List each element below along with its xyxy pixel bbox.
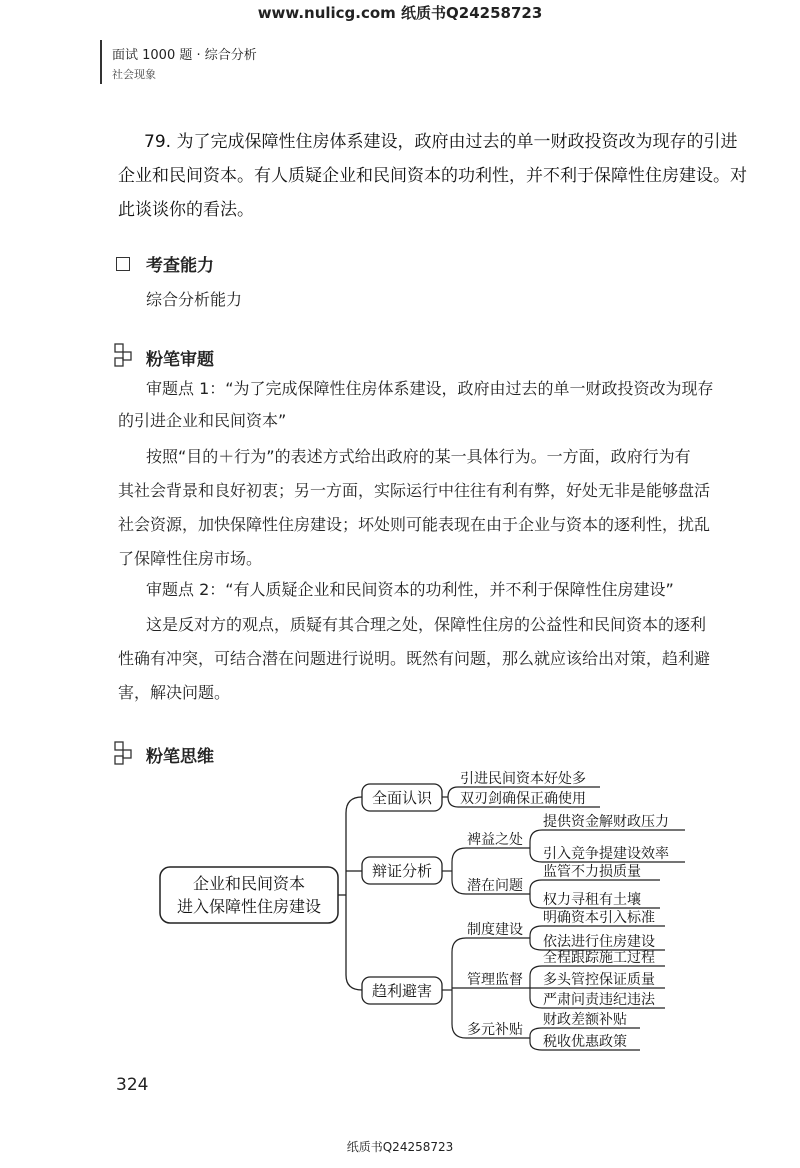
question-line: 此谈谈你的看法。 (118, 200, 254, 220)
review-paragraph2: 害，解决问题。 (118, 683, 231, 702)
bottom-watermark: 纸质书Q24258723 (346, 1140, 454, 1154)
leaf-text: 提供资金解财政压力 (543, 814, 669, 830)
leaf-text: 明确资本引入标准 (543, 910, 655, 926)
leaf-text: 严肃问责违纪违法 (543, 992, 655, 1008)
branch-node (362, 784, 442, 811)
review-paragraph1: 社会资源，加快保障性住房建设；坏处则可能表现在由于企业与资本的逐利性，扰乱 (118, 515, 711, 534)
review-paragraph2: 性确有冲突，可结合潜在问题进行说明。既然有问题，那么就应该给出对策，趋利避 (118, 649, 711, 668)
leaf-text: 引入竞争提建设效率 (543, 846, 669, 862)
question-line: 79. 为了完成保障性住房体系建设，政府由过去的单一财政投资改为现存的引进 (144, 132, 738, 152)
thinking-heading: 粉笔思维 (146, 747, 214, 767)
leaf-text: 监管不力损质量 (543, 864, 641, 880)
book-title: 面试 1000 题 · 综合分析 (112, 48, 257, 63)
review-heading: 粉笔审题 (146, 350, 214, 370)
svg-text:全面认识: 全面认识 (371, 789, 433, 807)
leaf-text: 权力寻租有土壤 (543, 892, 641, 908)
mind-map-root (160, 867, 338, 923)
ability-heading: 考查能力 (146, 256, 214, 276)
chapter-subtitle: 社会现象 (112, 68, 156, 81)
sub-node: 管理监督 (467, 972, 523, 988)
leaf-text: 依法进行住房建设 (543, 934, 655, 950)
review-point1: 的引进企业和民间资本” (118, 411, 287, 430)
review-paragraph2: 这是反对方的观点，质疑有其合理之处，保障性住房的公益性和民间资本的逐利 (146, 615, 707, 634)
review-point1: 审题点 1：“为了完成保障性住房体系建设，政府由过去的单一财政投资改为现存 (146, 379, 714, 398)
review-paragraph1: 按照“目的＋行为”的表述方式给出政府的某一具体行为。一方面，政府行为有 (146, 447, 691, 466)
root-line: 进入保障性住房建设 (176, 897, 322, 916)
svg-text:辩证分析: 辩证分析 (371, 862, 433, 880)
leaf-text: 税收优惠政策 (543, 1034, 627, 1050)
review-point2: 审题点 2：“有人质疑企业和民间资本的功利性，并不利于保障性住房建设” (146, 580, 674, 599)
svg-text:趋利避害: 趋利避害 (371, 982, 433, 1000)
leaf-text: 财政差额补贴 (543, 1012, 627, 1028)
leaf-text: 引进民间资本好处多 (460, 771, 586, 787)
question-line: 企业和民间资本。有人质疑企业和民间资本的功利性，并不利于保障性住房建设。对 (118, 166, 747, 186)
branch-node (362, 857, 442, 884)
sub-node: 裨益之处 (467, 832, 523, 848)
review-paragraph1: 其社会背景和良好初衷；另一方面，实际运行中往往有利有弊，好处无非是能够盘活 (118, 481, 711, 500)
ability-content: 综合分析能力 (146, 290, 243, 309)
leaf-text: 多头管控保证质量 (543, 972, 655, 988)
root-line: 企业和民间资本 (192, 874, 306, 893)
branch-node (362, 977, 442, 1004)
sub-node: 多元补贴 (467, 1022, 523, 1038)
leaf-text: 全程跟踪施工过程 (543, 950, 655, 966)
review-paragraph1: 了保障性住房市场。 (118, 549, 263, 568)
sub-node: 制度建设 (467, 922, 523, 938)
sub-node: 潜在问题 (467, 878, 523, 894)
leaf-text: 双刃剑确保正确使用 (460, 791, 586, 807)
page-number: 324 (116, 1075, 149, 1095)
top-watermark: www.nulicg.com 纸质书Q24258723 (257, 4, 543, 22)
